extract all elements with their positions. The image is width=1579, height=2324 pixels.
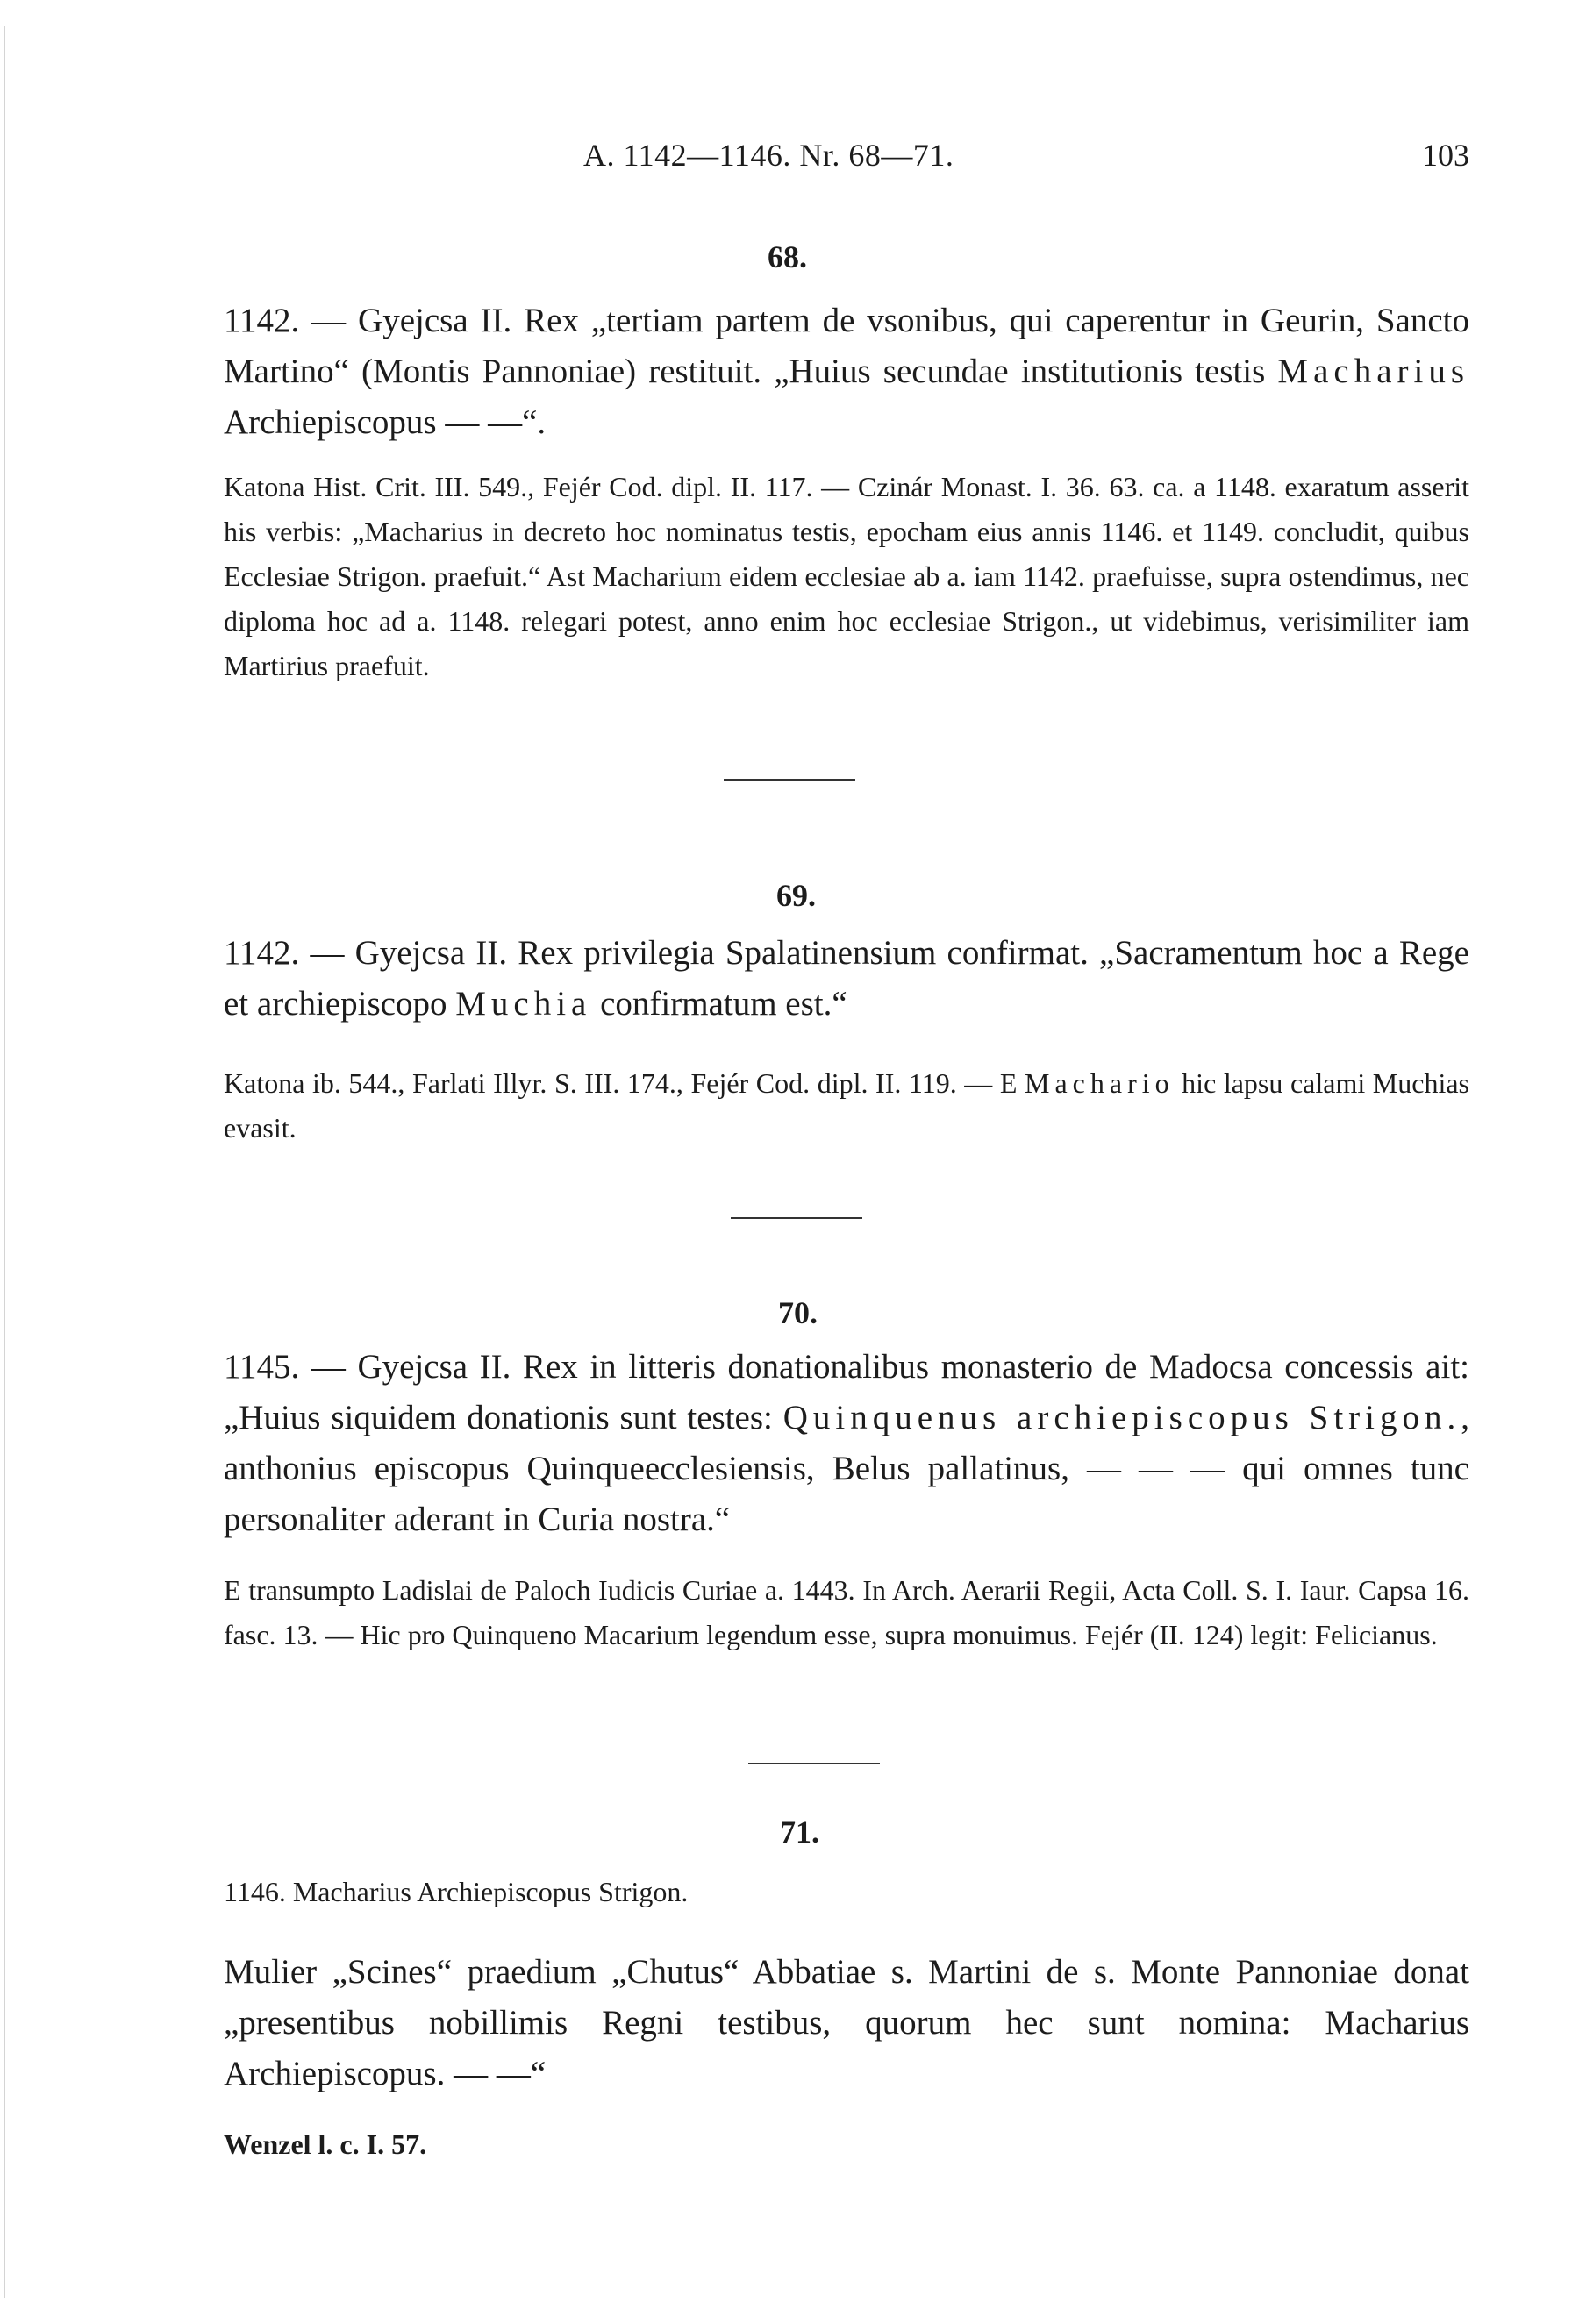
document-page <box>224 0 1469 2324</box>
spaced-name: Muchia <box>455 985 592 1023</box>
entry-number: 70. <box>778 1295 818 1330</box>
running-title: A. 1142—1146. Nr. 68—71. <box>583 138 954 173</box>
main-text-part: , anthonius episcopus Quinqueecclesiensis, Belus pallatinus, — — — qui omnes tunc personaliter aderant in Curia nostra.“ <box>224 1399 1470 1538</box>
entry-source-note: Wenzel l. c. I. 57. <box>224 2128 427 2160</box>
entry-number: 71. <box>780 1814 819 1850</box>
entry-main-text <box>224 1342 1469 1545</box>
entry-number: 68. <box>768 239 807 274</box>
note-text-part: hic lapsu calami Muchias evasit. <box>224 1067 1470 1144</box>
entry-heading: 1146. Macharius Archiepiscopus Strigon. <box>224 1876 689 1907</box>
entry-main-text <box>224 296 1469 448</box>
entry-number: 69. <box>776 878 816 913</box>
spaced-name: Macharius <box>1277 353 1469 390</box>
spaced-name: Quinquenus archiepiscopus Strigon. <box>782 1399 1461 1436</box>
entry-main-text: Mulier „Scines“ praedium „Chutus“ Abbatiae s. Martini de s. Monte Pannoniae donat „presentibus nobillimis Regni testibus, quorum hec sunt nomina: Macharius Archiepiscopus. — —“ <box>224 1953 1469 2092</box>
main-text-part: confirmatum est.“ <box>591 985 847 1023</box>
entry-source-note: E transumpto Ladislai de Paloch Iudicis Curiae a. 1443. In Arch. Aerarii Regii, Acta Coll. S. I. Iaur. Capsa 16. fasc. 13. — Hic pro Quinqueno Macarium legendum esse, supra monuimus. Fejér (II. 124) legit: Felicianus. <box>224 1574 1469 1650</box>
section-divider <box>724 779 855 781</box>
page-header <box>224 137 1469 172</box>
page-number: 103 <box>1422 138 1469 173</box>
entry-main-text <box>224 928 1469 1030</box>
note-text-part: Katona ib. 544., Farlati Illyr. S. III. 174., Fejér Cod. dipl. II. 119. — E <box>224 1067 1025 1099</box>
main-text-part: 1142. — Gyejcsa II. Rex privilegia Spalatinensium confirmat. „Sacramentum hoc a Rege et archiepiscopo <box>224 934 1469 1023</box>
main-text-part: Archiepiscopus — —“. <box>224 403 547 441</box>
main-text-part: 1142. — Gyejcsa II. Rex „tertiam partem de vsonibus, qui caperentur in Geurin, Sancto Martino“ (Montis Pannoniae) restituit. „Huius secundae institutionis testis <box>224 302 1469 390</box>
scan-edge-line <box>4 26 5 2298</box>
section-divider <box>748 1763 880 1764</box>
main-text-part: 1145. — Gyejcsa II. Rex in litteris donationalibus monasterio de Madocsa concessis ait: „Huius siquidem donationis sunt testes: <box>224 1348 1469 1436</box>
entry-source-note: Katona Hist. Crit. III. 549., Fejér Cod. dipl. II. 117. — Czinár Monast. I. 36. 63. ca. a 1148. exaratum asserit his verbis: „Macharius in decreto hoc nominatus testis, epocham eius annis 1146. et 1149. concludit, quibus Ecclesiae Strigon. praefuit.“ Ast Macharium eidem ecclesiae ab a. iam 1142. praefuisse, supra ostendimus, nec diploma hoc ad a. 1148. relegari potest, anno enim hoc ecclesiae Strigon., ut videbimus, verisimiliter iam Martirius praefuit. <box>224 471 1469 681</box>
spaced-name: Machario <box>1025 1067 1175 1099</box>
entry-source-note <box>224 1061 1469 1151</box>
section-divider <box>731 1217 862 1219</box>
